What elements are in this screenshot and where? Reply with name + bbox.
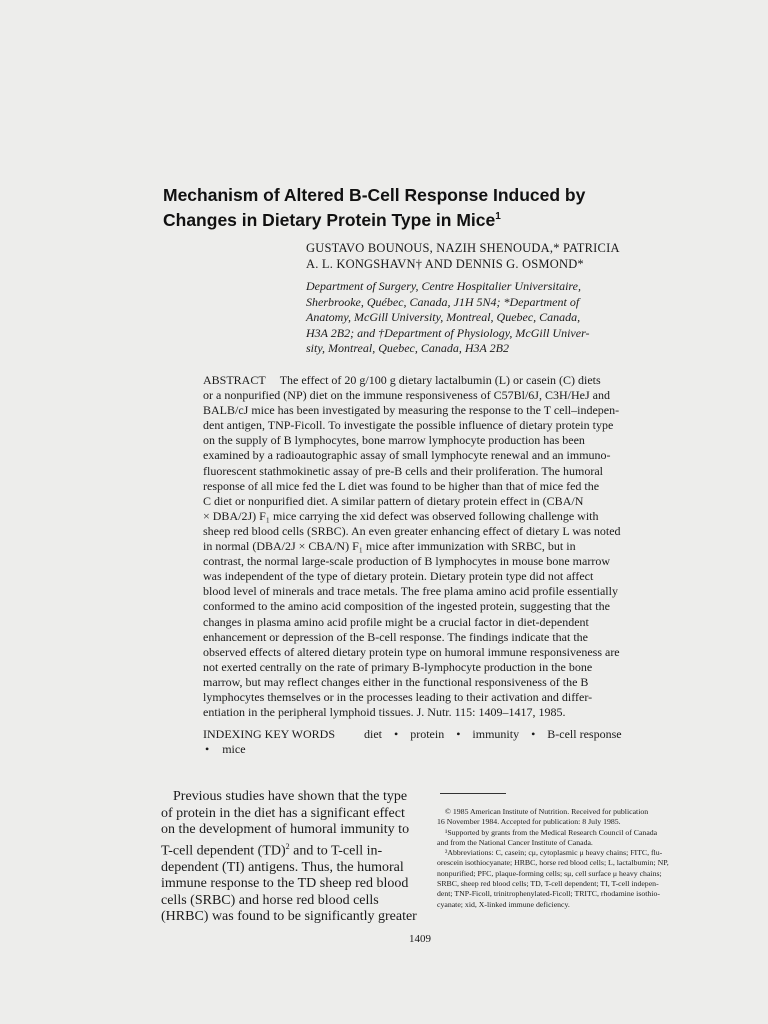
abstract-line: lymphocytes themselves or in the processes leading to their activation and differ-	[203, 689, 593, 704]
affiliation-line: Department of Surgery, Centre Hospitalier Universitaire,	[306, 279, 581, 293]
footnote-line: nonpurified; PFC, plaque-forming cells; sμ, cell surface μ heavy chains;	[437, 868, 662, 878]
bullet-icon: •	[456, 727, 461, 741]
keywords-label: INDEXING KEY WORDS	[203, 727, 335, 741]
bullet-icon: •	[205, 742, 210, 756]
footnote-line: orescein isothiocyanate; HRBC, horse red blood cells; L, lactalbumin; NP,	[437, 858, 669, 868]
affiliation-line: Anatomy, McGill University, Montreal, Quebec, Canada,	[306, 310, 581, 324]
affiliation-line: H3A 2B2; and †Department of Physiology, McGill Univer-	[306, 325, 590, 340]
bullet-icon: •	[531, 727, 536, 741]
footnote-line: and from the National Cancer Institute of Canada.	[437, 837, 593, 847]
footnote-line: SRBC, sheep red blood cells; TD, T-cell dependent; TI, T-cell indepen-	[437, 879, 659, 889]
footnote-line: cyanate; xid, X-linked immune deficiency.	[437, 899, 570, 909]
abstract-line: × DBA/2J) F₁ mice carrying the xid defect was observed following challenge with	[203, 508, 599, 523]
footnote-line: 16 November 1984. Accepted for publication: 8 July 1985.	[437, 817, 621, 827]
abstract-line: examined by a radioautographic assay of small lymphocyte renewal and an immuno-	[203, 448, 611, 463]
author-line-1: GUSTAVO BOUNOUS, NAZIH SHENOUDA,* PATRICIA	[306, 241, 620, 255]
keyword: diet	[364, 727, 382, 741]
abstract-line: or a nonpurified (NP) diet on the immune responsiveness of C57Bl/6J, C3H/HeJ and	[203, 388, 610, 403]
keyword: protein	[410, 727, 445, 741]
abstract-line: observed effects of altered dietary protein type on humoral immune responsiveness are	[203, 644, 620, 659]
body-line: dependent (TI) antigens. Thus, the humoral	[161, 859, 404, 875]
body-line: (HRBC) was found to be significantly greater	[161, 909, 417, 925]
keyword: mice	[222, 742, 246, 756]
abstract	[203, 373, 663, 720]
footnote-line: ²Abbreviations: C, casein; cμ, cytoplasmic μ heavy chains; FITC, flu-	[445, 848, 663, 858]
keywords-row-2	[203, 742, 663, 757]
keyword: B-cell response	[547, 727, 622, 741]
footnotes	[437, 807, 699, 910]
abstract-line: dent antigen, TNP-Ficoll. To investigate the possible influence of dietary protein type	[203, 418, 614, 433]
abstract-line: blood level of minerals and trace metals. The free plama amino acid profile essentially	[203, 584, 618, 599]
abstract-line: BALB/cJ mice has been investigated by measuring the response to the T cell–indepen-	[203, 403, 620, 418]
abstract-line: contrast, the normal large-scale production of B lymphocytes in mouse bone marrow	[203, 554, 611, 569]
abstract-line: was independent of the type of dietary protein. Dietary protein type did not affect	[203, 569, 594, 584]
page-number: 1409	[409, 933, 431, 945]
body-line: T-cell dependent (TD)$^2$ and to T-cell in-	[161, 841, 383, 859]
body-line: cells (SRBC) and horse red blood cells	[161, 892, 379, 908]
abstract-line: ABSTRACT The effect of 20 g/100 g dietary lactalbumin (L) or casein (C) diets	[203, 373, 601, 387]
keywords-row-1	[203, 727, 663, 742]
abstract-line: conformed to the amino acid composition of the ingested protein, suggesting that the	[203, 599, 610, 614]
abstract-line: response of all mice fed the L diet was found to be higher than that of mice fed the	[203, 478, 600, 493]
title-line-1: Mechanism of Altered B-Cell Response Induced by	[163, 185, 586, 205]
footnote-line: © 1985 American Institute of Nutrition. Received for publication	[445, 807, 649, 816]
abstract-line: in normal (DBA/2J × CBA/N) F₁ mice after immunization with SRBC, but in	[203, 539, 576, 554]
abstract-label: ABSTRACT	[203, 373, 266, 387]
body-line: of protein in the diet has a significant effect	[161, 805, 405, 821]
abstract-line: sheep red blood cells (SRBC). An even greater enhancing effect of dietary L was noted	[203, 523, 621, 538]
footnote-divider	[440, 793, 506, 794]
bullet-icon: •	[394, 727, 399, 741]
footnote-line: ¹Supported by grants from the Medical Research Council of Canada	[445, 827, 658, 837]
title-line-2: Changes in Dietary Protein Type in Mice$^1$	[163, 209, 501, 230]
author-line-2: A. L. KONGSHAVN† AND DENNIS G. OSMOND*	[306, 257, 584, 271]
abstract-line: on the supply of B lymphocytes, bone marrow lymphocyte production has been	[203, 433, 585, 448]
indexing-key-words	[203, 727, 663, 757]
affiliation-line: Sherbrooke, Québec, Canada, J1H 5N4; *Department of	[306, 294, 580, 309]
abstract-line: changes in plasma amino acid profile might be a crucial factor in diet-dependent	[203, 614, 589, 629]
author-list	[306, 240, 666, 272]
abstract-line: not exerted centrally on the rate of primary B-lymphocyte production in the bone	[203, 659, 593, 674]
affiliation-line: sity, Montreal, Quebec, Canada, H3A 2B2	[306, 341, 509, 355]
footnote-line: dent; TNP-Ficoll, trinitrophenylated-Ficoll; TRITC, rhodamine isothio-	[437, 889, 660, 899]
abstract-line: fluorescent stathmokinetic assay of pre-B cells and their proliferation. The humoral	[203, 463, 603, 478]
body-line: Previous studies have shown that the type	[173, 789, 408, 804]
footnote-ref: 2	[285, 841, 290, 851]
body-line: immune response to the TD sheep red blood	[161, 876, 409, 892]
article-title	[163, 184, 643, 231]
abstract-line: marrow, but may reflect changes either in the functional responsiveness of the B	[203, 674, 589, 689]
abstract-line: enhancement or depression of the B-cell response. The findings indicate that the	[203, 629, 588, 644]
body-line: on the development of humoral immunity to	[161, 822, 410, 837]
title-footnote-mark: 1	[495, 211, 501, 222]
abstract-line: entiation in the peripheral lymphoid tissues. J. Nutr. 115: 1409–1417, 1985.	[203, 705, 566, 720]
keyword: immunity	[472, 727, 520, 741]
abstract-line: C diet or nonpurified diet. A similar pattern of dietary protein effect in (CBA/N	[203, 493, 584, 508]
body-text-column	[161, 789, 423, 926]
affiliations	[306, 279, 666, 357]
